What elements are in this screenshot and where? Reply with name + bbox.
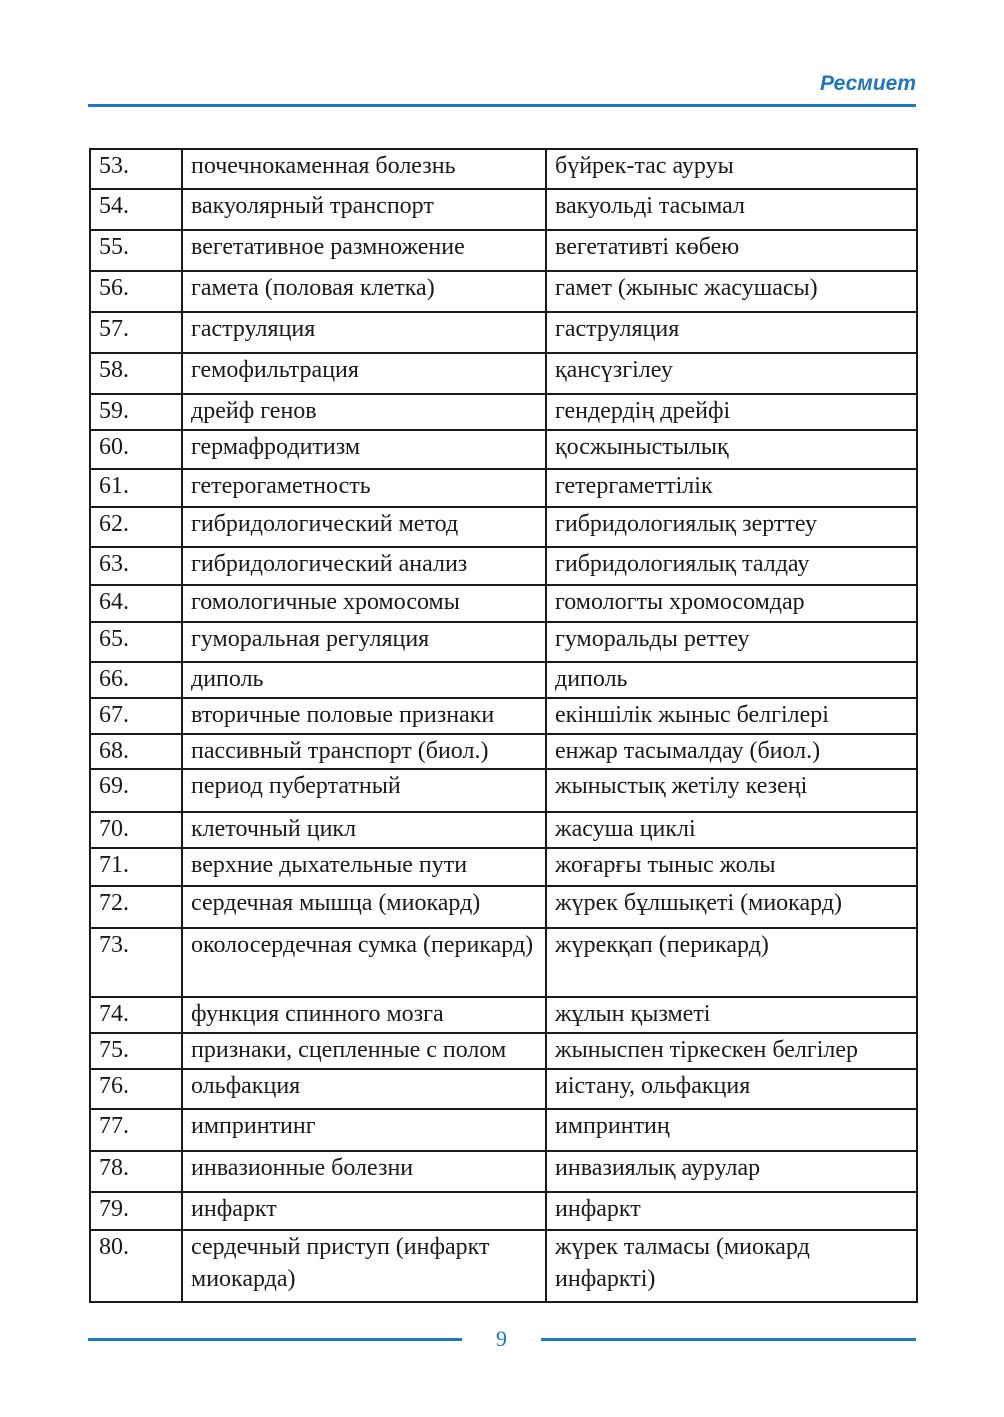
term-number: 71.	[90, 848, 182, 886]
term-number: 70.	[90, 812, 182, 848]
term-number: 72.	[90, 886, 182, 928]
table-row	[90, 1230, 917, 1302]
term-russian: гамета (половая клетка)	[182, 271, 546, 312]
table-row	[90, 149, 917, 189]
term-kazakh: қансүзгілеу	[546, 353, 917, 394]
term-number: 57.	[90, 312, 182, 353]
term-russian: диполь	[182, 662, 546, 698]
table-row	[90, 1069, 917, 1109]
term-number: 78.	[90, 1151, 182, 1192]
table-row	[90, 812, 917, 848]
table-row	[90, 189, 917, 230]
term-russian: околосердечная сумка (перикард)	[182, 928, 546, 997]
term-kazakh: гаструляция	[546, 312, 917, 353]
table-row	[90, 662, 917, 698]
term-russian: гаструляция	[182, 312, 546, 353]
table-row	[90, 585, 917, 622]
table-row	[90, 769, 917, 812]
term-russian: вакуолярный транспорт	[182, 189, 546, 230]
term-number: 76.	[90, 1069, 182, 1109]
term-kazakh: қосжыныстылық	[546, 430, 917, 469]
term-kazakh: енжар тасымалдау (биол.)	[546, 734, 917, 769]
table-row	[90, 394, 917, 430]
term-russian: гибридологический анализ	[182, 547, 546, 585]
table-row	[90, 312, 917, 353]
table-row	[90, 848, 917, 886]
term-kazakh: жыныстық жетілу кезеңі	[546, 769, 917, 812]
table-row	[90, 1151, 917, 1192]
table-row	[90, 547, 917, 585]
term-kazakh: жүрек талмасы (миокард инфаркті)	[546, 1230, 917, 1302]
term-number: 68.	[90, 734, 182, 769]
term-number: 74.	[90, 997, 182, 1033]
table-row	[90, 430, 917, 469]
term-russian: верхние дыхательные пути	[182, 848, 546, 886]
term-russian: инфаркт	[182, 1192, 546, 1230]
term-russian: импринтинг	[182, 1109, 546, 1151]
term-kazakh: гуморальды реттеу	[546, 622, 917, 662]
table-row	[90, 507, 917, 547]
term-russian: сердечная мышца (миокард)	[182, 886, 546, 928]
term-russian: период пубертатный	[182, 769, 546, 812]
term-russian: гомологичные хромосомы	[182, 585, 546, 622]
term-russian: клеточный цикл	[182, 812, 546, 848]
term-kazakh: екіншілік жыныс белгілері	[546, 698, 917, 734]
term-number: 60.	[90, 430, 182, 469]
glossary-table	[89, 148, 918, 1303]
term-kazakh: гибридологиялық зерттеу	[546, 507, 917, 547]
term-kazakh: импринтиң	[546, 1109, 917, 1151]
term-russian: функция спинного мозга	[182, 997, 546, 1033]
term-kazakh: жүрек бұлшықеті (миокард)	[546, 886, 917, 928]
term-number: 77.	[90, 1109, 182, 1151]
term-russian: пассивный транспорт (биол.)	[182, 734, 546, 769]
term-kazakh: вакуольді тасымал	[546, 189, 917, 230]
term-kazakh: иістану, ольфакция	[546, 1069, 917, 1109]
table-row	[90, 271, 917, 312]
term-number: 64.	[90, 585, 182, 622]
term-kazakh: гетергаметтілік	[546, 469, 917, 507]
term-number: 58.	[90, 353, 182, 394]
term-russian: сердечный приступ (инфаркт миокарда)	[182, 1230, 546, 1302]
term-number: 62.	[90, 507, 182, 547]
header-divider	[88, 104, 916, 107]
table-row	[90, 997, 917, 1033]
page-number: 9	[496, 1326, 507, 1351]
term-number: 73.	[90, 928, 182, 997]
term-number: 55.	[90, 230, 182, 271]
term-kazakh: бүйрек-тас ауруы	[546, 149, 917, 189]
term-russian: гибридологический метод	[182, 507, 546, 547]
term-number: 53.	[90, 149, 182, 189]
term-kazakh: вегетативті көбею	[546, 230, 917, 271]
term-russian: признаки, сцепленные с полом	[182, 1033, 546, 1069]
term-number: 75.	[90, 1033, 182, 1069]
term-russian: гуморальная регуляция	[182, 622, 546, 662]
term-number: 59.	[90, 394, 182, 430]
table-row	[90, 622, 917, 662]
term-kazakh: жыныспен тіркескен белгілер	[546, 1033, 917, 1069]
term-russian: вторичные половые признаки	[182, 698, 546, 734]
term-kazakh: жасуша циклі	[546, 812, 917, 848]
glossary-table-body	[90, 149, 917, 1302]
term-kazakh: гендердің дрейфі	[546, 394, 917, 430]
term-kazakh: гамет (жыныс жасушасы)	[546, 271, 917, 312]
term-russian: почечнокаменная болезнь	[182, 149, 546, 189]
term-number: 56.	[90, 271, 182, 312]
term-number: 61.	[90, 469, 182, 507]
table-row	[90, 1192, 917, 1230]
table-row	[90, 469, 917, 507]
term-kazakh: жұлын қызметі	[546, 997, 917, 1033]
term-kazakh: гомологты хромосомдар	[546, 585, 917, 622]
table-row	[90, 698, 917, 734]
footer-divider-left	[88, 1338, 462, 1341]
term-kazakh: жүрекқап (перикард)	[546, 928, 917, 997]
term-number: 67.	[90, 698, 182, 734]
table-row	[90, 353, 917, 394]
term-kazakh: жоғарғы тыныс жолы	[546, 848, 917, 886]
term-number: 80.	[90, 1230, 182, 1302]
term-russian: ольфакция	[182, 1069, 546, 1109]
table-row	[90, 928, 917, 997]
table-row	[90, 734, 917, 769]
table-row	[90, 1033, 917, 1069]
table-row	[90, 230, 917, 271]
term-number: 63.	[90, 547, 182, 585]
term-kazakh: инфаркт	[546, 1192, 917, 1230]
term-number: 66.	[90, 662, 182, 698]
term-russian: гемофильтрация	[182, 353, 546, 394]
footer-divider-right	[541, 1338, 916, 1341]
term-number: 65.	[90, 622, 182, 662]
table-row	[90, 886, 917, 928]
term-russian: дрейф генов	[182, 394, 546, 430]
term-russian: вегетативное размножение	[182, 230, 546, 271]
term-kazakh: диполь	[546, 662, 917, 698]
term-number: 54.	[90, 189, 182, 230]
table-row	[90, 1109, 917, 1151]
term-kazakh: инвазиялық аурулар	[546, 1151, 917, 1192]
term-russian: гермафродитизм	[182, 430, 546, 469]
term-number: 69.	[90, 769, 182, 812]
term-number: 79.	[90, 1192, 182, 1230]
term-russian: гетерогаметность	[182, 469, 546, 507]
running-header-title: Ресмиет	[819, 72, 916, 95]
term-kazakh: гибридологиялық талдау	[546, 547, 917, 585]
term-russian: инвазионные болезни	[182, 1151, 546, 1192]
